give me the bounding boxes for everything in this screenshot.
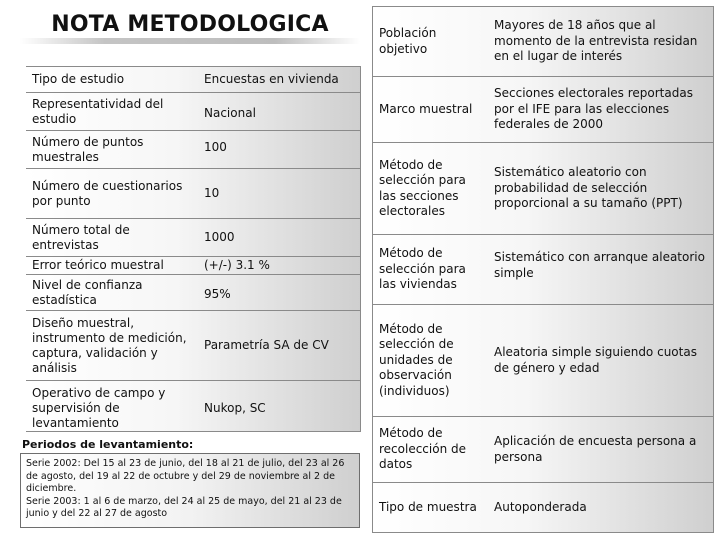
right-row-seleccion-secciones	[372, 142, 714, 234]
row-value: (+/-) 3.1 %	[204, 258, 270, 272]
right-row-recoleccion-datos	[372, 416, 714, 482]
periodos-box	[20, 453, 360, 528]
right-table-left-border	[372, 6, 373, 533]
row-value: Aplicación de encuesta persona a persona	[494, 434, 697, 464]
row-label: Método de recolección de datos	[379, 426, 466, 472]
periodos-title: Periodos de levantamiento:	[22, 438, 194, 451]
row-label: Número de cuestionarios por punto	[32, 178, 183, 208]
row-label: Tipo de muestra	[379, 499, 477, 514]
row-label: Tipo de estudio	[32, 72, 125, 86]
row-value: 10	[204, 186, 220, 200]
row-value: Sistemático aleatorio con probabilidad de selección proporcional a su tamaño (PPT)	[494, 165, 683, 211]
periodos-serie-2003: Serie 2003: 1 al 6 de marzo, del 24 al 25 de mayo, del 21 al 23 de junio y del 22 al 27 de agosto	[26, 495, 342, 519]
row-value: Sistemático con arranque aleatorio simple	[494, 250, 705, 280]
row-label: Número de puntos muestrales	[32, 134, 144, 164]
row-value: Autoponderada	[494, 499, 587, 514]
row-label: Método de selección para las secciones electorales	[379, 157, 466, 218]
right-table-bottom-border	[372, 532, 714, 533]
left-row-puntos-muestrales	[26, 130, 360, 168]
row-value: Nacional	[204, 106, 256, 120]
left-row-total-entrevistas	[26, 218, 360, 256]
page-title: NOTA METODOLOGICA	[51, 12, 329, 37]
row-value: Aleatoria simple siguiendo cuotas de género y edad	[494, 345, 697, 375]
row-label: Diseño muestral, instrumento de medición, captura, validación y análisis	[32, 315, 187, 375]
row-value: Encuestas en vivienda	[204, 72, 339, 86]
row-label: Representatividad del estudio	[32, 96, 164, 126]
left-row-cuestionarios	[26, 168, 360, 218]
row-label: Método de selección de unidades de observación (individuos)	[379, 321, 454, 398]
left-row-operativo-campo	[26, 380, 360, 431]
row-value: 95%	[204, 287, 231, 301]
left-row-representatividad	[26, 92, 360, 130]
left-row-nivel-confianza	[26, 274, 360, 310]
row-label: Nivel de confianza estadística	[32, 277, 143, 307]
right-row-seleccion-individuos	[372, 304, 714, 416]
row-label: Número total de entrevistas	[32, 222, 130, 252]
periodos-serie-2002: Serie 2002: Del 15 al 23 de junio, del 18 al 21 de julio, del 23 al 26 de agosto, del 19 al 22 de octubre y del 29 de noviembre al 2 de diciembre.	[26, 458, 345, 494]
row-value: 100	[204, 140, 227, 154]
right-row-seleccion-viviendas	[372, 234, 714, 304]
left-row-error-teorico	[26, 256, 360, 274]
row-value: Mayores de 18 años que al momento de la entrevista residan en el lugar de interés	[494, 18, 698, 64]
row-label: Método de selección para las viviendas	[379, 246, 466, 292]
row-value: Nukop, SC	[204, 400, 266, 415]
row-label: Población objetivo	[379, 26, 437, 56]
row-label: Operativo de campo y supervisión de levantamiento	[32, 385, 166, 430]
right-row-marco-muestral	[372, 76, 714, 142]
right-table-right-border	[713, 6, 714, 533]
right-row-tipo-muestra	[372, 482, 714, 532]
left-row-diseno-muestral	[26, 310, 360, 380]
right-row-poblacion-objetivo	[372, 6, 714, 76]
left-table-right-border	[360, 66, 361, 432]
left-row-tipo-estudio	[26, 66, 360, 92]
row-value: Secciones electorales reportadas por el IFE para las elecciones federales de 2000	[494, 86, 693, 132]
title-underline	[20, 38, 360, 44]
row-label: Error teórico muestral	[32, 258, 164, 272]
row-value: Parametría SA de CV	[204, 338, 329, 352]
row-label: Marco muestral	[379, 101, 473, 116]
left-table-bottom-border	[26, 431, 360, 432]
row-value: 1000	[204, 230, 235, 244]
